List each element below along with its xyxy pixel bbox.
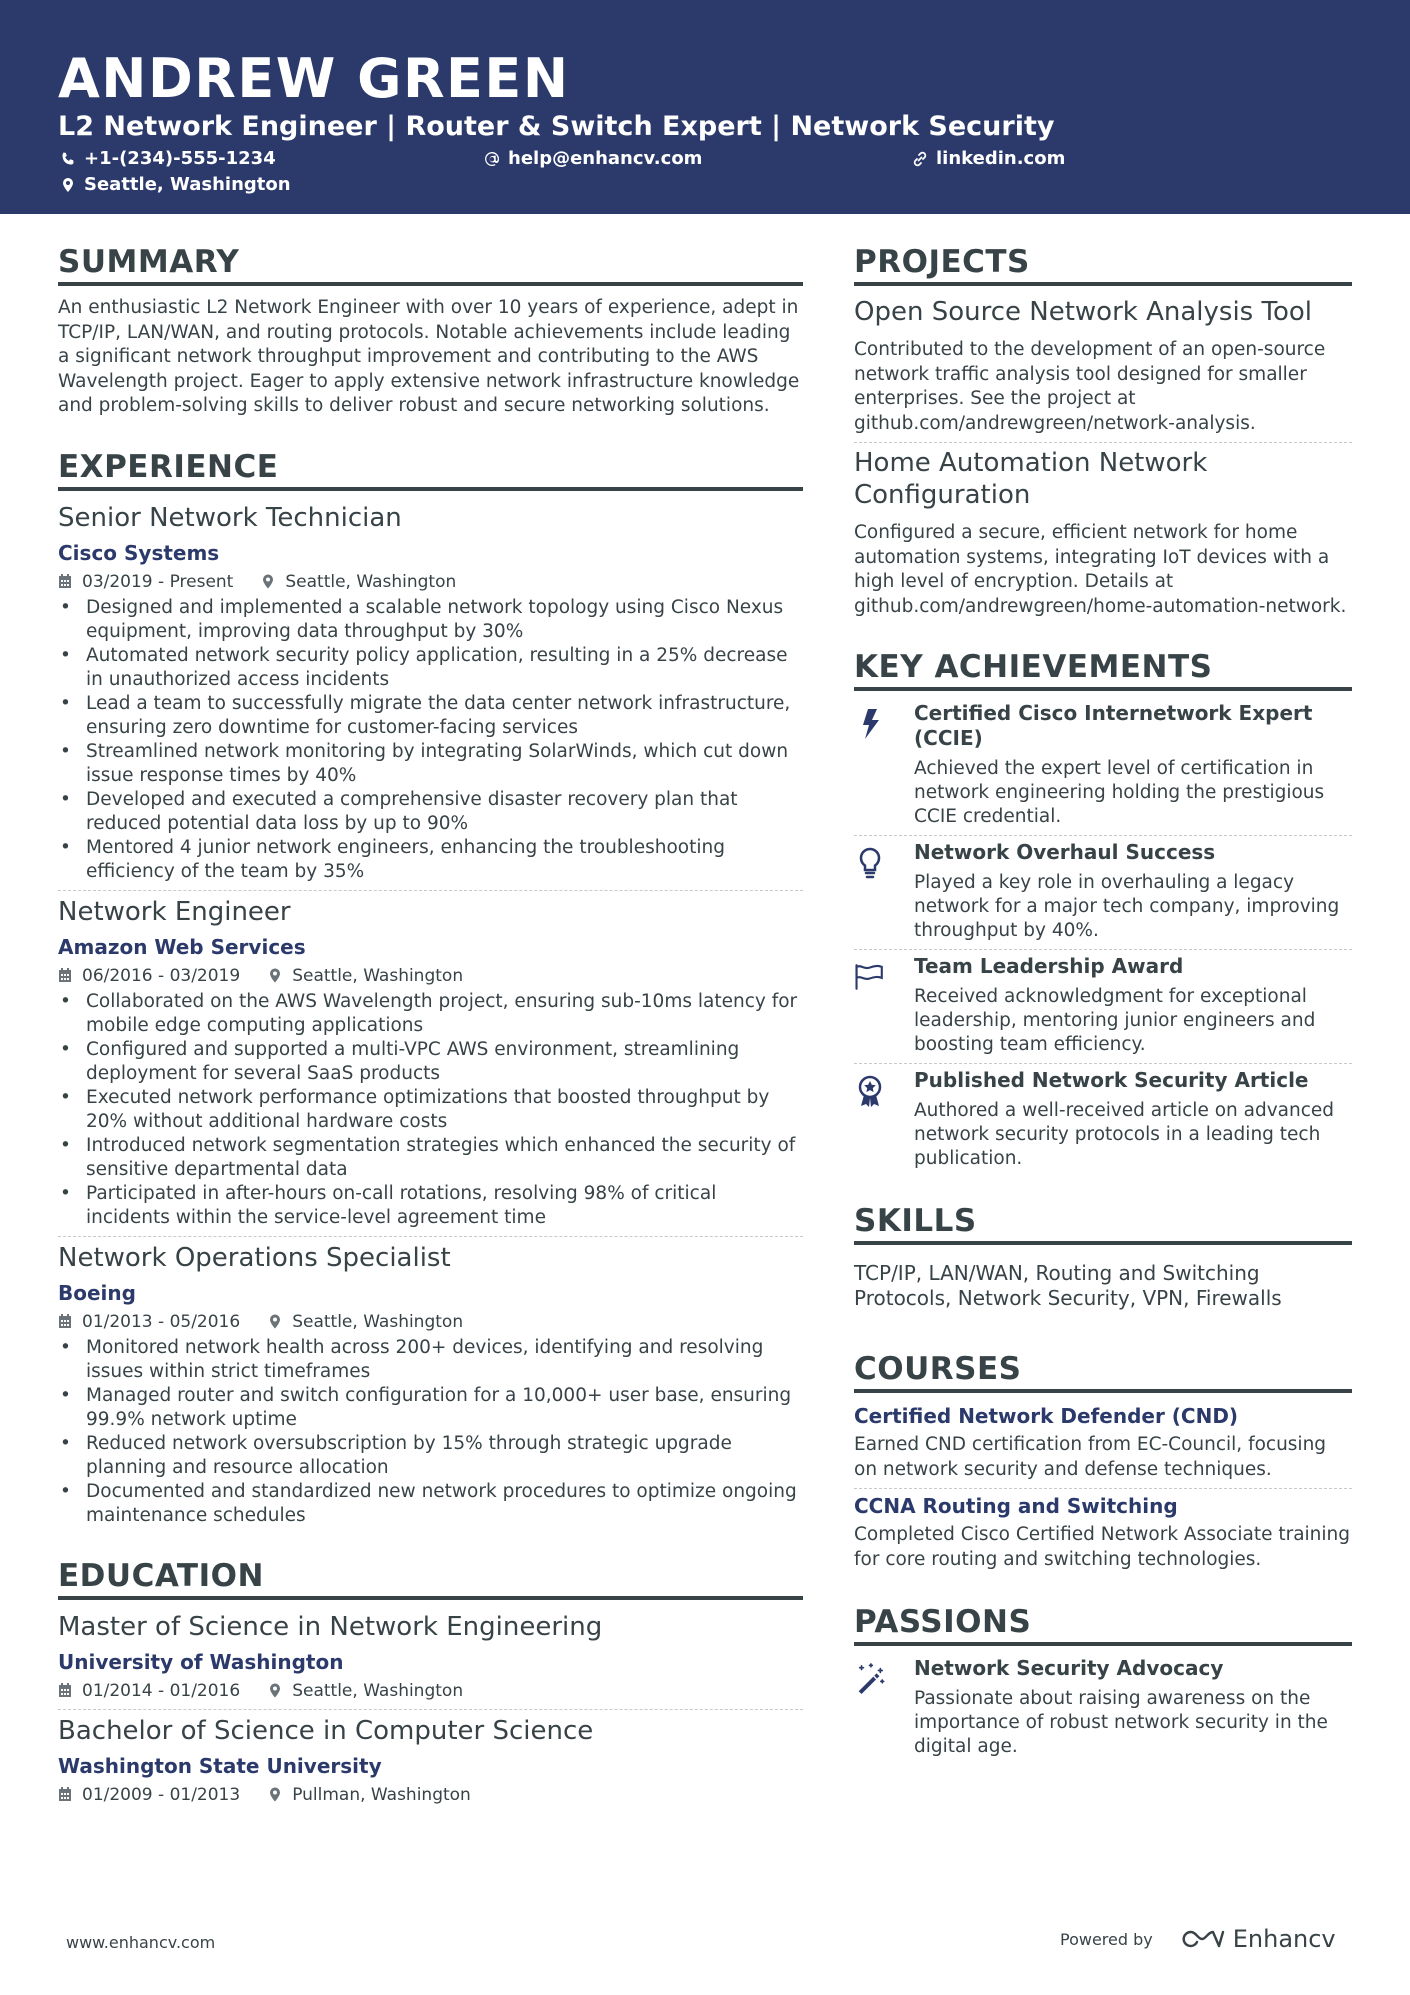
- job-meta: [58, 964, 803, 988]
- divider: [854, 835, 1352, 836]
- location-pin-icon: [268, 1314, 282, 1329]
- brand-name: Enhancv: [1232, 1925, 1336, 1953]
- lightning-icon: [854, 707, 886, 741]
- education-location-text: Pullman, Washington: [292, 1784, 471, 1805]
- divider: [854, 1488, 1352, 1489]
- divider: [854, 442, 1352, 443]
- skills-heading: SKILLS: [854, 1201, 1352, 1245]
- course-entry: [854, 1403, 1352, 1482]
- passion-desc: Passionate about raising awareness on the importance of robust network security in the digital age.: [914, 1688, 1328, 1757]
- bullet-item: • Lead a team to successfully migrate the data center network infrastructure, ensuring zero downtime for customer-facing services: [58, 692, 803, 740]
- job-location-text: Seattle, Washington: [292, 965, 464, 986]
- school-name: University of Washington: [58, 1649, 344, 1674]
- achievement-desc: Achieved the expert level of certification in network engineering holding the prestigious CCIE credential.: [914, 758, 1325, 827]
- summary-section: [58, 242, 803, 419]
- brand-logo[interactable]: [1179, 1925, 1336, 1953]
- footer-website[interactable]: www.enhancv.com: [66, 1933, 216, 1952]
- location-pin-icon: [268, 968, 282, 983]
- job-bullets: [58, 990, 803, 1230]
- education-heading: EDUCATION: [58, 1556, 803, 1600]
- bullet-item: • Documented and standardized new network procedures to optimize ongoing maintenance schedules: [58, 1480, 803, 1528]
- job-location: [268, 1310, 463, 1334]
- location-text: Seattle, Washington: [84, 174, 291, 195]
- lightbulb-icon: [854, 846, 886, 880]
- passions-heading: PASSIONS: [854, 1602, 1352, 1646]
- job-title: Network Engineer: [58, 896, 291, 927]
- resume-header: [0, 0, 1410, 214]
- degree-title: Bachelor of Science in Computer Science: [58, 1715, 594, 1746]
- projects-heading: PROJECTS: [854, 242, 1352, 286]
- job-location: [261, 570, 456, 594]
- job-meta: [58, 570, 803, 594]
- education-section: [58, 1556, 803, 1807]
- location-pin-icon: [261, 574, 275, 589]
- job-entry: [58, 501, 803, 884]
- passions-section: [854, 1602, 1352, 1759]
- bullet-item: • Introduced network segmentation strategies which enhanced the security of sensitive departmental data: [58, 1134, 803, 1182]
- divider: [58, 1709, 803, 1710]
- job-location: [268, 964, 463, 988]
- phone-icon: [60, 151, 76, 167]
- job-bullets: [58, 596, 803, 884]
- achievement-desc: Authored a well-received article on advanced network security protocols in a leading tech publication.: [914, 1100, 1335, 1169]
- course-desc: Completed Cisco Certified Network Associate training for core routing and switching technologies.: [854, 1524, 1351, 1570]
- calendar-icon: [58, 1314, 72, 1329]
- at-icon: [484, 151, 500, 167]
- divider: [58, 890, 803, 891]
- passion-item: [854, 1656, 1352, 1759]
- experience-heading: EXPERIENCE: [58, 447, 803, 491]
- achievement-item: [854, 701, 1352, 829]
- job-location-text: Seattle, Washington: [292, 1311, 464, 1332]
- award-icon: [854, 1074, 886, 1108]
- job-dates: 06/2016 - 03/2019: [82, 965, 241, 986]
- linkedin-text[interactable]: linkedin.com: [936, 148, 1066, 169]
- education-location: [268, 1679, 463, 1703]
- bullet-item: • Streamlined network monitoring by integrating SolarWinds, which cut down issue response times by 40%: [58, 740, 803, 788]
- achievement-item: [854, 840, 1352, 943]
- company-name: Cisco Systems: [58, 540, 220, 565]
- education-location: [268, 1783, 471, 1807]
- achievement-item: [854, 1068, 1352, 1171]
- bullet-item: • Automated network security policy application, resulting in a 25% decrease in unauthorized access incidents: [58, 644, 803, 692]
- education-dates: 01/2014 - 01/2016: [82, 1680, 241, 1701]
- bullet-item: • Collaborated on the AWS Wavelength project, ensuring sub-10ms latency for mobile edge computing applications: [58, 990, 803, 1038]
- bullet-item: • Executed network performance optimizations that boosted throughput by 20% without additional hardware costs: [58, 1086, 803, 1134]
- powered-by-text: Powered by: [1060, 1929, 1153, 1949]
- bullet-item: • Participated in after-hours on-call rotations, resolving 98% of critical incidents within the service-level agreement time: [58, 1182, 803, 1230]
- job-dates: 03/2019 - Present: [82, 571, 234, 592]
- calendar-icon: [58, 574, 72, 589]
- calendar-icon: [58, 1787, 72, 1802]
- achievements-heading: KEY ACHIEVEMENTS: [854, 647, 1352, 691]
- job-entry: [58, 1241, 803, 1528]
- education-entry: [58, 1610, 803, 1703]
- job-meta: [58, 1310, 803, 1334]
- divider: [58, 1236, 803, 1237]
- project-desc: Contributed to the development of an open-source network traffic analysis tool designed for smaller enterprises. See the project at github.com/andrewgreen/network-analysis.: [854, 339, 1326, 434]
- company-name: Amazon Web Services: [58, 934, 306, 959]
- enhancv-logo-icon: [1179, 1927, 1225, 1951]
- email-text[interactable]: help@enhancv.com: [508, 148, 703, 169]
- bullet-item: • Monitored network health across 200+ devices, identifying and resolving issues within strict timeframes: [58, 1336, 803, 1384]
- bullet-item: • Configured and supported a multi-VPC AWS environment, streamlining deployment for several SaaS products: [58, 1038, 803, 1086]
- project-entry: [854, 447, 1352, 619]
- experience-section: [58, 447, 803, 1528]
- projects-section: [854, 242, 1352, 619]
- skills-section: [854, 1201, 1352, 1311]
- achievement-title: Network Overhaul Success: [914, 840, 1216, 864]
- bullet-item: • Designed and implemented a scalable network topology using Cisco Nexus equipment, improving data throughput by 30%: [58, 596, 803, 644]
- project-title: Open Source Network Analysis Tool: [854, 297, 1312, 327]
- email-contact[interactable]: [484, 147, 702, 171]
- bullet-item: • Mentored 4 junior network engineers, enhancing the troubleshooting efficiency of the team by 35%: [58, 836, 803, 884]
- location-pin-icon: [268, 1683, 282, 1698]
- location-pin-icon: [60, 177, 76, 193]
- course-title: CCNA Routing and Switching: [854, 1494, 1178, 1518]
- education-meta: [58, 1783, 803, 1807]
- achievement-item: [854, 954, 1352, 1057]
- degree-title: Master of Science in Network Engineering: [58, 1611, 603, 1642]
- job-dates: 01/2013 - 05/2016: [82, 1311, 241, 1332]
- job-bullets: [58, 1336, 803, 1528]
- link-icon: [912, 151, 928, 167]
- achievements-section: [854, 647, 1352, 1171]
- job-title: Network Operations Specialist: [58, 1242, 451, 1273]
- education-location-text: Seattle, Washington: [292, 1680, 464, 1701]
- summary-text: An enthusiastic L2 Network Engineer with over 10 years of experience, adept in TCP/IP, LAN/WAN, and routing protocols. Notable achievements include leading a significant network throughput improvement and contributing to the AWS Wavelength project. Eager to apply extensive network infrastructure knowledge and problem-solving skills to deliver robust and secure networking solutions.: [58, 297, 800, 416]
- courses-section: [854, 1349, 1352, 1572]
- achievement-title: Certified Cisco Internetwork Expert (CCIE): [914, 701, 1313, 750]
- linkedin-contact[interactable]: [912, 147, 1065, 171]
- course-desc: Earned CND certification from EC-Council, focusing on network security and defense techniques.: [854, 1434, 1327, 1480]
- project-title: Home Automation Network Configuration: [854, 448, 1208, 510]
- divider: [854, 1063, 1352, 1064]
- job-entry: [58, 895, 803, 1230]
- flag-icon: [854, 960, 886, 994]
- phone-text: +1-(234)-555-1234: [84, 148, 276, 169]
- education-entry: [58, 1714, 803, 1807]
- location-pin-icon: [268, 1787, 282, 1802]
- calendar-icon: [58, 1683, 72, 1698]
- skills-text: TCP/IP, LAN/WAN, Routing and Switching Protocols, Network Security, VPN, Firewalls: [854, 1261, 1282, 1310]
- course-entry: [854, 1493, 1352, 1572]
- calendar-icon: [58, 968, 72, 983]
- candidate-title: L2 Network Engineer | Router & Switch Expert | Network Security: [58, 111, 1055, 142]
- location-contact: [60, 173, 291, 197]
- courses-heading: COURSES: [854, 1349, 1352, 1393]
- job-title: Senior Network Technician: [58, 502, 402, 533]
- achievement-title: Published Network Security Article: [914, 1068, 1309, 1092]
- education-meta: [58, 1679, 803, 1703]
- candidate-name: ANDREW GREEN: [58, 47, 570, 110]
- summary-heading: SUMMARY: [58, 242, 803, 286]
- education-dates: 01/2009 - 01/2013: [82, 1784, 241, 1805]
- achievement-desc: Played a key role in overhauling a legacy network for a major tech company, improving throughput by 40%.: [914, 872, 1340, 941]
- right-column: [854, 242, 1352, 1759]
- school-name: Washington State University: [58, 1753, 382, 1778]
- bullet-item: • Reduced network oversubscription by 15% through strategic upgrade planning and resource allocation: [58, 1432, 803, 1480]
- project-desc: Configured a secure, efficient network for home automation systems, integrating IoT devices with a high level of encryption. Details at github.com/andrewgreen/home-automation-network.: [854, 522, 1347, 617]
- footer-branding: [1060, 1925, 1336, 1953]
- left-column: [58, 242, 803, 1807]
- passion-title: Network Security Advocacy: [914, 1656, 1224, 1680]
- course-title: Certified Network Defender (CND): [854, 1404, 1239, 1428]
- job-location-text: Seattle, Washington: [285, 571, 457, 592]
- company-name: Boeing: [58, 1280, 136, 1305]
- bullet-item: • Developed and executed a comprehensive disaster recovery plan that reduced potential data loss by up to 90%: [58, 788, 803, 836]
- achievement-title: Team Leadership Award: [914, 954, 1184, 978]
- project-entry: [854, 296, 1352, 436]
- magic-wand-icon: [854, 1662, 886, 1696]
- divider: [854, 949, 1352, 950]
- bullet-item: • Managed router and switch configuration for a 10,000+ user base, ensuring 99.9% network uptime: [58, 1384, 803, 1432]
- phone-contact: [60, 147, 276, 171]
- achievement-desc: Received acknowledgment for exceptional leadership, mentoring junior engineers and boosting team efficiency.: [914, 986, 1316, 1055]
